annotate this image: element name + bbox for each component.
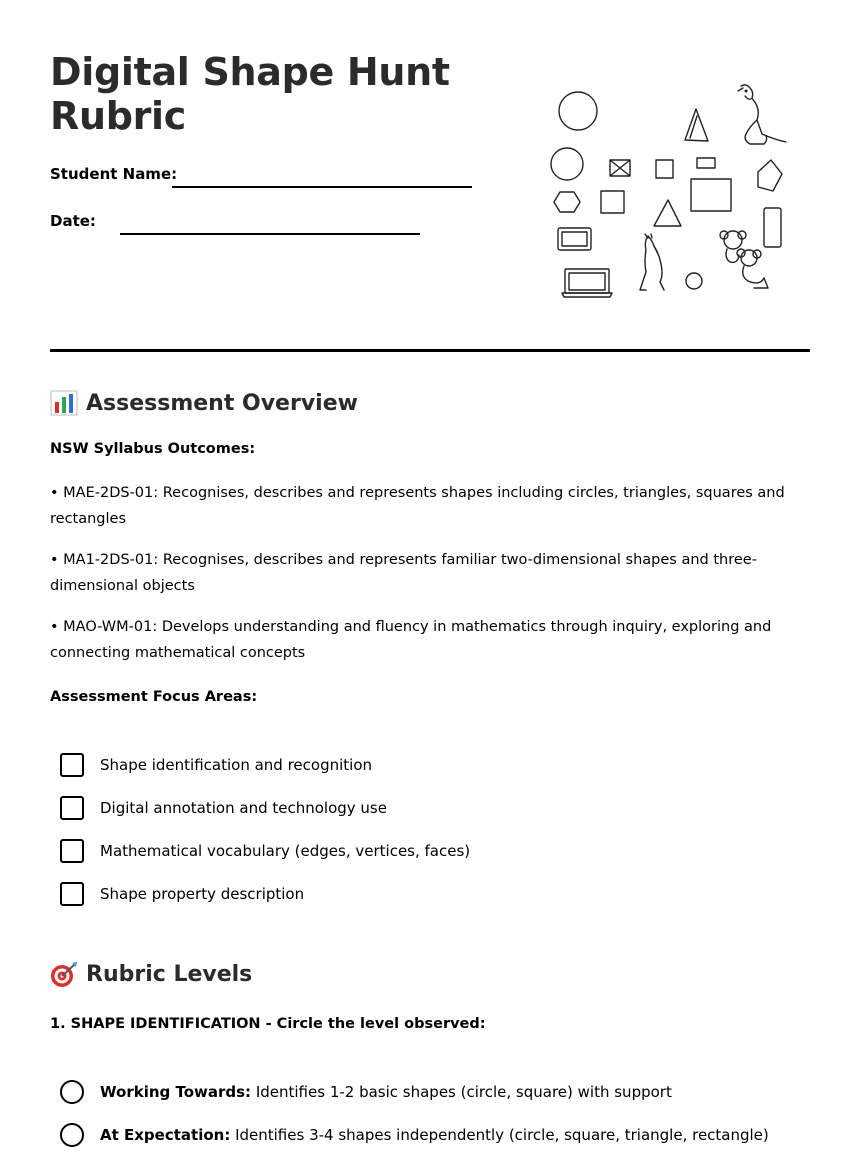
envelope-shape-icon: [610, 160, 630, 176]
student-name-label: Student Name:: [50, 165, 178, 183]
focus-area-item: [60, 796, 387, 820]
laptop-icon: [562, 269, 612, 297]
page-title: [50, 50, 480, 138]
date-field[interactable]: [120, 233, 420, 235]
circle-shape-icon: [686, 273, 702, 289]
rubric-level-text: [100, 1083, 672, 1101]
rubric-level-description: Identifies 3-4 shapes independently (circle, square, triangle, rectangle): [230, 1126, 769, 1144]
bar-chart-icon: [50, 390, 78, 416]
outcome-item: • MAO-WM-01: Develops understanding and fluency in mathematics through inquiry, exploring and connecting mathematical concepts: [50, 619, 772, 661]
rubric-levels-title: Rubric Levels: [86, 961, 253, 987]
outcomes-label: NSW Syllabus Outcomes:: [50, 441, 256, 457]
focus-area-checkbox[interactable]: [60, 796, 84, 820]
rubric-level-radio[interactable]: [60, 1080, 84, 1104]
assessment-overview-heading: [50, 390, 358, 416]
shapes-illustration: [540, 78, 800, 300]
target-icon: [50, 960, 78, 988]
koala-icon: [720, 231, 746, 262]
circle-shape-icon: [551, 148, 583, 180]
square-shape-icon: [656, 160, 673, 178]
title-line-1: Digital Shape Hunt: [50, 50, 450, 94]
rubric-level-description: Identifies 1-2 basic shapes (circle, square) with support: [251, 1083, 672, 1101]
date-label: Date:: [50, 212, 96, 230]
rubric-level-name: At Expectation:: [100, 1126, 231, 1144]
student-name-field[interactable]: [172, 186, 472, 188]
rubric-level-option: [60, 1123, 769, 1147]
rubric-level-text: [100, 1126, 769, 1144]
hexagon-shape-icon: [554, 192, 580, 212]
outcome-item: • MA1-2DS-01: Recognises, describes and represents familiar two-dimensional shapes and three-dimensional objects: [50, 552, 757, 594]
rectangle-shape-icon: [691, 179, 731, 211]
focus-area-label: Mathematical vocabulary (edges, vertices, faces): [100, 842, 471, 860]
outcome-item: • MAE-2DS-01: Recognises, describes and represents shapes including circles, triangles, squares and rectangles: [50, 485, 785, 527]
rubric-level-option: [60, 1080, 672, 1104]
pentagon-shape-icon: [758, 160, 782, 191]
rubric-level-radio[interactable]: [60, 1123, 84, 1147]
shape-identification-label: 1. SHAPE IDENTIFICATION - Circle the level observed:: [50, 1016, 486, 1032]
focus-areas-label: Assessment Focus Areas:: [50, 689, 258, 705]
focus-area-item: [60, 839, 470, 863]
title-line-2: Rubric: [50, 94, 187, 138]
triangle-shape-icon: [685, 109, 708, 141]
focus-area-label: Shape property description: [100, 885, 305, 903]
rectangle-shape-icon: [697, 158, 715, 168]
circle-shape-icon: [559, 92, 597, 130]
assessment-overview-title: Assessment Overview: [86, 390, 358, 416]
koala-icon: [737, 249, 768, 288]
square-shape-icon: [601, 191, 624, 213]
focus-area-item: [60, 753, 372, 777]
kangaroo-icon: [738, 85, 786, 144]
focus-area-label: Shape identification and recognition: [100, 756, 373, 774]
triangle-shape-icon: [654, 200, 681, 226]
focus-area-checkbox[interactable]: [60, 753, 84, 777]
focus-area-checkbox[interactable]: [60, 882, 84, 906]
focus-area-label: Digital annotation and technology use: [100, 799, 387, 817]
rubric-level-name: Working Towards:: [100, 1083, 252, 1101]
header-divider: [50, 349, 810, 352]
focus-area-checkbox[interactable]: [60, 839, 84, 863]
focus-area-item: [60, 882, 304, 906]
rubric-levels-heading: [50, 960, 252, 988]
kangaroo-icon: [640, 234, 664, 290]
phone-icon: [764, 208, 781, 247]
